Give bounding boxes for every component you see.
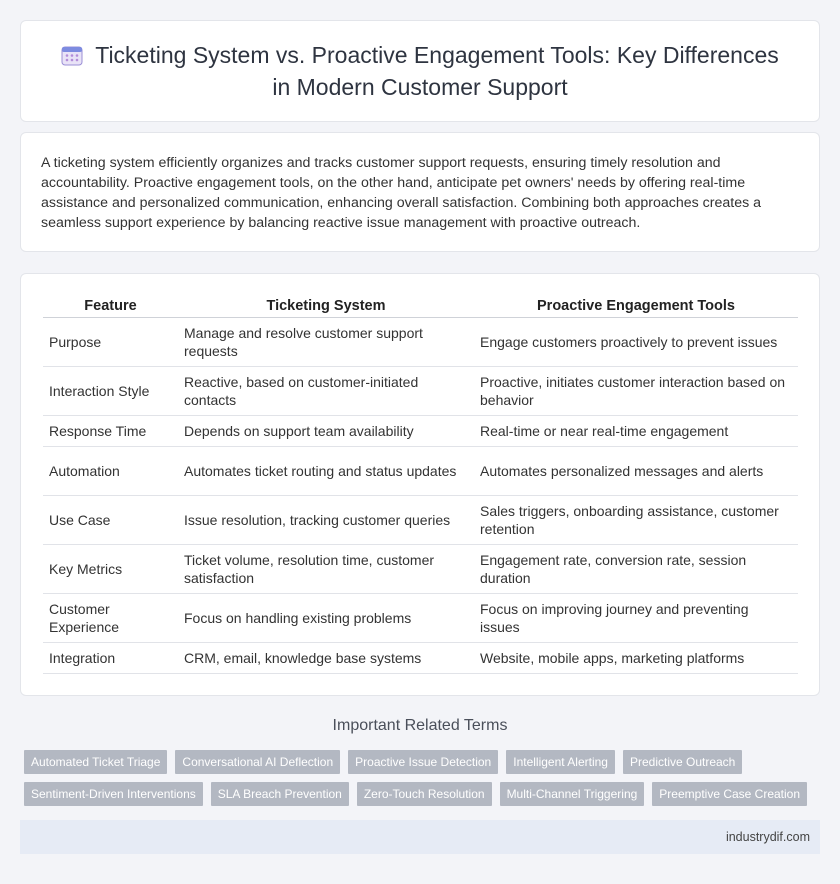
feature-cell: Response Time — [43, 416, 178, 447]
ticketing-cell: Depends on support team availability — [178, 416, 474, 447]
table-row — [43, 318, 798, 367]
footer-site-link[interactable]: industrydif.com — [725, 830, 810, 844]
table-row — [43, 496, 798, 545]
tag-intelligent-alerting[interactable]: Intelligent Alerting — [506, 750, 615, 774]
table-row — [43, 447, 798, 496]
tag-predictive-outreach[interactable]: Predictive Outreach — [623, 750, 742, 774]
tag-automated-ticket-triage[interactable]: Automated Ticket Triage — [24, 750, 167, 774]
table-row — [43, 594, 798, 643]
intro-paragraph: A ticketing system efficiently organizes and tracks customer support requests, ensuring timely resolution and accountability. Proactive engagement tools, on the other hand, anticipate pet owners' needs by offering real-time assistance and personalized communication, enhancing overall satisfaction. Combining both approaches creates a seamless support experience by balancing reactive issue management with proactive outreach. — [41, 155, 762, 231]
intro-card — [20, 132, 820, 252]
ticketing-cell: CRM, email, knowledge base systems — [178, 643, 474, 674]
feature-cell: Purpose — [43, 318, 178, 367]
tag-preemptive-case-creation[interactable]: Preemptive Case Creation — [652, 782, 807, 806]
feature-cell: Automation — [43, 447, 178, 496]
ticketing-cell: Issue resolution, tracking customer queries — [178, 496, 474, 545]
title-card — [20, 20, 820, 122]
tag-sla-breach-prevention[interactable]: SLA Breach Prevention — [211, 782, 349, 806]
column-header-ticketing: Ticketing System — [178, 292, 474, 318]
table-header-row — [43, 292, 798, 318]
feature-cell: Customer Experience — [43, 594, 178, 643]
table-row — [43, 367, 798, 416]
related-terms-title: Important Related Terms — [332, 717, 508, 734]
tag-proactive-issue-detection[interactable]: Proactive Issue Detection — [348, 750, 498, 774]
table-row — [43, 643, 798, 674]
comparison-table — [43, 292, 798, 674]
ticketing-cell: Ticket volume, resolution time, customer satisfaction — [178, 545, 474, 594]
column-header-proactive: Proactive Engagement Tools — [474, 292, 798, 318]
proactive-cell: Focus on improving journey and preventing issues — [474, 594, 798, 643]
ticketing-cell: Focus on handling existing problems — [178, 594, 474, 643]
feature-cell: Use Case — [43, 496, 178, 545]
proactive-cell: Engage customers proactively to prevent issues — [474, 318, 798, 367]
proactive-cell: Website, mobile apps, marketing platforms — [474, 643, 798, 674]
comparison-table-card — [20, 273, 820, 696]
proactive-cell: Real-time or near real-time engagement — [474, 416, 798, 447]
feature-cell: Integration — [43, 643, 178, 674]
page-title: Ticketing System vs. Proactive Engagement Tools: Key Differences in Modern Customer Support — [60, 41, 780, 102]
proactive-cell: Sales triggers, onboarding assistance, customer retention — [474, 496, 798, 545]
proactive-cell: Proactive, initiates customer interaction based on behavior — [474, 367, 798, 416]
tag-zero-touch-resolution[interactable]: Zero-Touch Resolution — [357, 782, 492, 806]
tag-row — [24, 782, 824, 806]
table-row — [43, 416, 798, 447]
footer — [20, 820, 820, 854]
tag-multi-channel-triggering[interactable]: Multi-Channel Triggering — [500, 782, 645, 806]
table-row — [43, 545, 798, 594]
tag-sentiment-driven-interventions[interactable]: Sentiment-Driven Interventions — [24, 782, 203, 806]
column-header-feature: Feature — [43, 292, 178, 318]
tag-conversational-ai-deflection[interactable]: Conversational AI Deflection — [175, 750, 340, 774]
proactive-cell: Engagement rate, conversion rate, session duration — [474, 545, 798, 594]
proactive-cell: Automates personalized messages and alerts — [474, 447, 798, 496]
ticketing-cell: Reactive, based on customer-initiated contacts — [178, 367, 474, 416]
feature-cell: Key Metrics — [43, 545, 178, 594]
ticketing-cell: Automates ticket routing and status updates — [178, 447, 474, 496]
ticketing-cell: Manage and resolve customer support requests — [178, 318, 474, 367]
tag-row — [24, 750, 824, 774]
feature-cell: Interaction Style — [43, 367, 178, 416]
calendar-icon — [61, 44, 83, 73]
related-terms-tags — [24, 750, 824, 814]
